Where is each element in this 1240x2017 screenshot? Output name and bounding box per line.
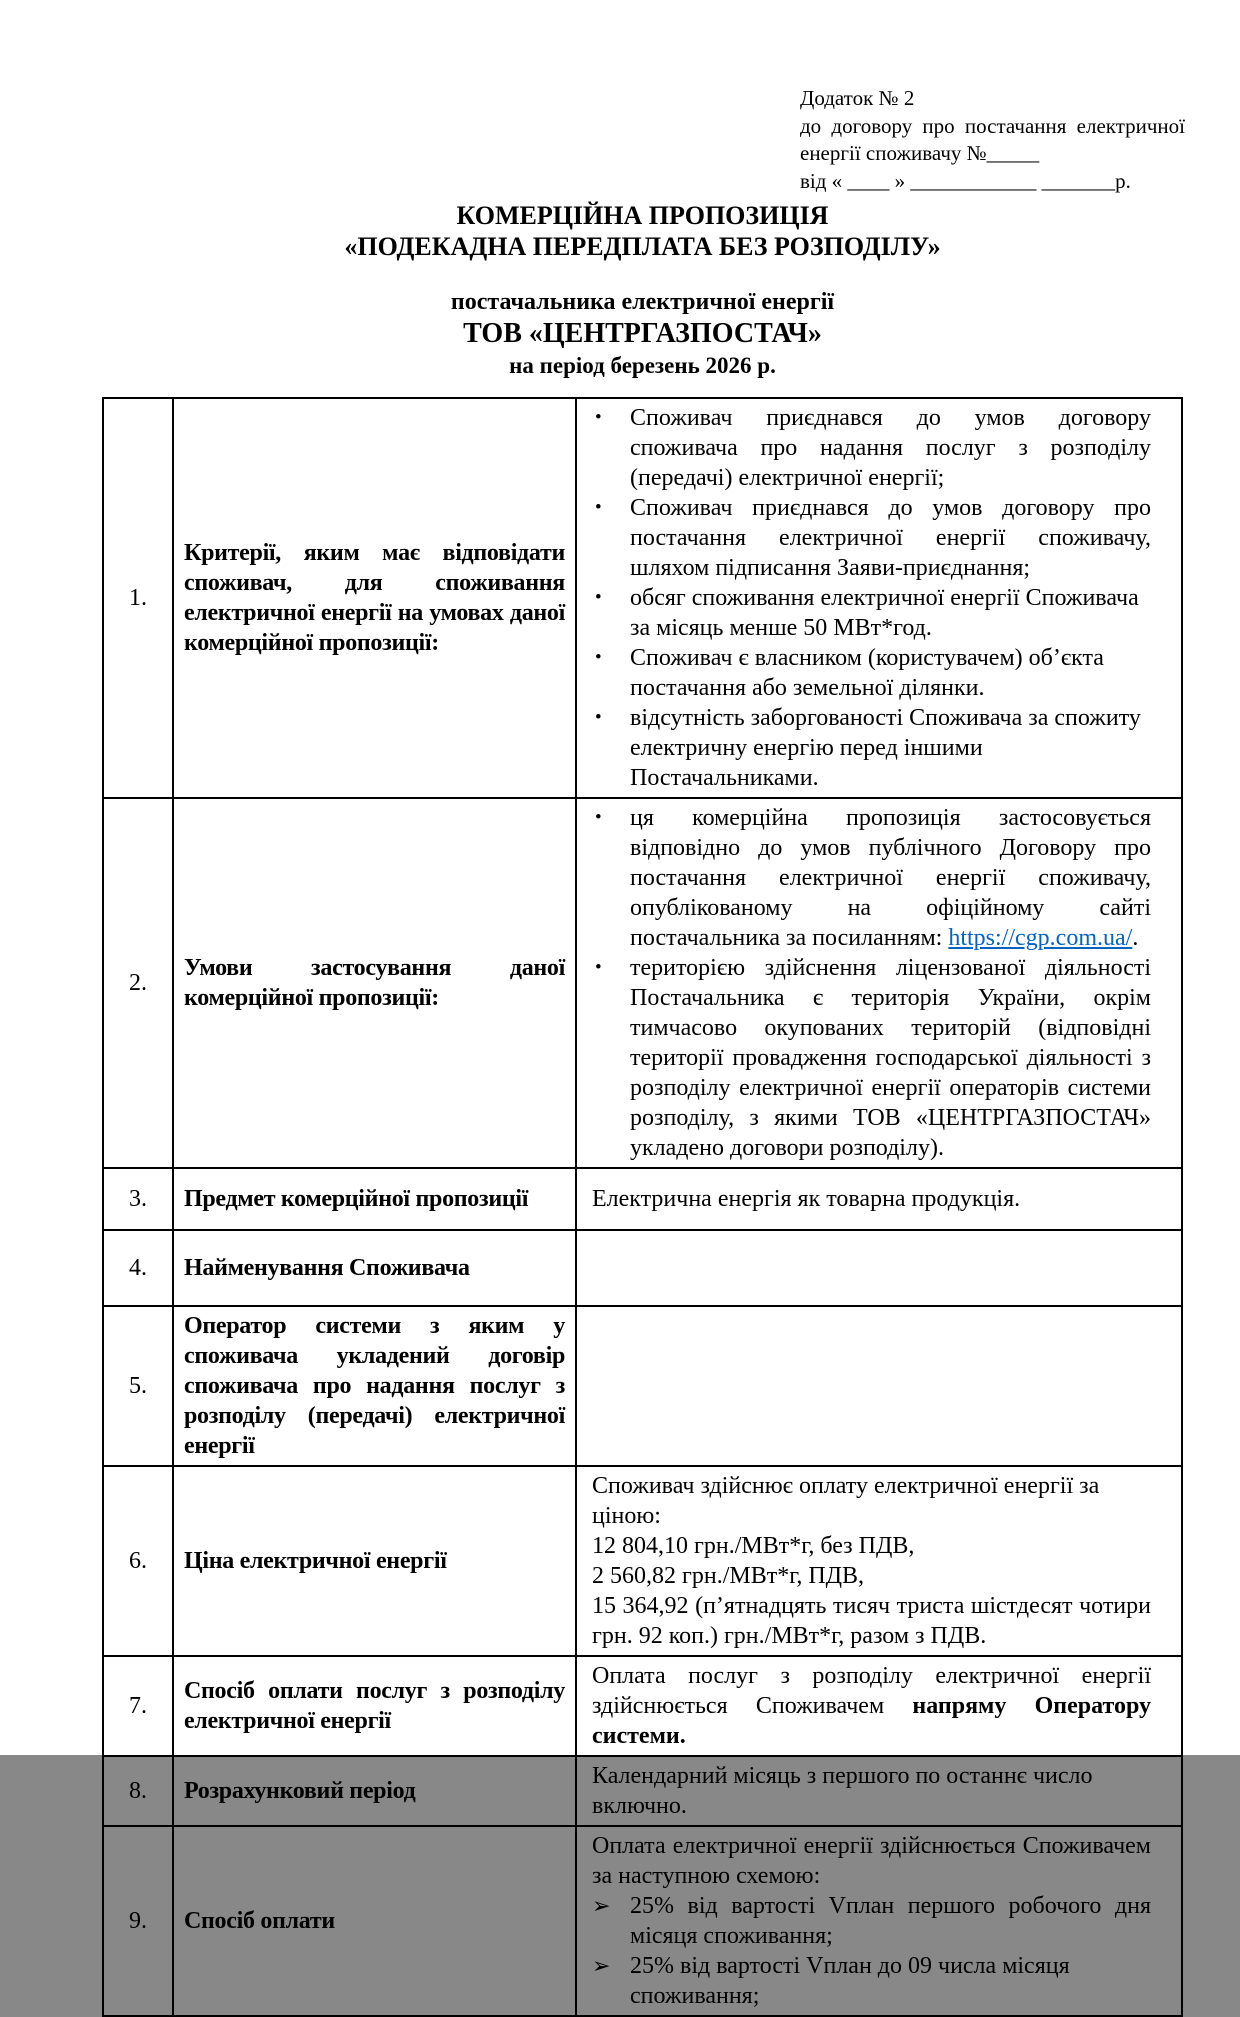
text-segment: Споживач здійснює оплату електричної енергії за ціною: [592,1473,1100,1529]
text-segment: Оплата послуг з розподілу електричної енергії здійснюється Споживачем [592,1663,1151,1719]
annex-line: до договору про постачання електричної [800,113,1185,138]
paragraph [592,1471,1151,1531]
bullet-icon: • [595,957,602,978]
text-segment: Споживач приєднався до умов договору про постачання електричної енергії споживачу, шляхом підписання Заяви-приєднання; [630,495,1151,581]
row-label: Спосіб оплати послуг з розподілу електричної енергії [173,1656,576,1756]
text-segment: відсутність заборгованості Споживача за спожиту електричну енергію перед іншими Постачальниками. [630,705,1141,791]
proposal-table [102,397,1183,2017]
table-row [103,1466,1182,1656]
row-content [576,798,1182,1168]
row-number: 8. [103,1756,173,1826]
row-content [576,1230,1182,1306]
text-segment: обсяг споживання електричної енергії Споживача за місяць менше 50 МВт*год. [630,585,1139,641]
paragraph [592,1831,1151,1891]
list-item-text [630,583,1151,643]
row-number: 6. [103,1466,173,1656]
annex-line: Додаток № 2 [800,86,915,110]
table-row [103,398,1182,798]
list-item [592,703,1151,793]
period-line: на період березень 2026 р. [509,353,776,378]
text-segment: територією здійснення ліцензованої діяльності Постачальника є територія України, окрім тимчасово окупованих територій (відповідні території провадження господарської діяльності з розподілу електричної енергії операторів системи розподілу, з якими ТОВ «ЦЕНТРГАЗПОСТАЧ» укладено договори розподілу). [630,955,1151,1161]
supplier-heading: постачальника електричної енергії [450,289,835,315]
bullet-icon: • [595,647,602,668]
bullet-icon: • [595,407,602,428]
supplier-name: ТОВ «ЦЕНТРГАЗПОСТАЧ» [463,318,822,349]
annex-header [800,85,1185,195]
proposal-table-body [103,398,1182,2016]
arrow-icon: ➢ [592,1953,611,1978]
arrow-icon: ➢ [592,1893,611,1918]
text-segment: ця комерційна пропозиція застосовується відповідно до умов публічного Договору про постачання електричної енергії споживачу, опублікованому на офіційному сайті постачальника за посиланням: [630,805,1151,951]
text-segment: Електрична енергія як товарна продукція. [592,1186,1021,1212]
paragraph [592,1761,1151,1821]
list-item-text [630,803,1151,953]
row-label: Умови застосування даної комерційної пропозиції: [173,798,576,1168]
row-content [576,1826,1182,2016]
text-segment: 25% від вартості Vплан першого робочого дня місяця споживання; [630,1893,1151,1949]
text-segment: . [1132,925,1139,951]
text-segment: Споживач приєднався до умов договору споживача про надання послуг з розподілу (передачі) електричної енергії; [630,405,1151,491]
paragraph [592,1591,1151,1651]
list-item-text [630,703,1151,793]
table-row [103,798,1182,1168]
row-label: Найменування Споживача [173,1230,576,1306]
row-number: 5. [103,1306,173,1466]
table-row [103,1826,1182,2016]
table-row [103,1656,1182,1756]
annex-line: енергії споживачу №_____ [800,141,1040,165]
paragraph [592,1661,1151,1751]
list-item [592,403,1151,493]
list-item [592,803,1151,953]
list-item-text [630,403,1151,493]
row-number: 1. [103,398,173,798]
text-segment: Споживач є власником (користувачем) об’єкта постачання або земельної ділянки. [630,645,1104,701]
row-label: Спосіб оплати [173,1826,576,2016]
title-block [102,200,1183,380]
row-content [576,1656,1182,1756]
table-row [103,1168,1182,1230]
row-number: 4. [103,1230,173,1306]
table-row [103,1306,1182,1466]
annex-line: від « ____ » ____________ _______р. [800,168,1131,193]
row-label: Предмет комерційної пропозиції [173,1168,576,1230]
list-item [592,583,1151,643]
paragraph [592,1561,1151,1591]
list-item-text [630,1891,1151,1951]
row-number: 3. [103,1168,173,1230]
text-segment: 15 364,92 (п’ятнадцять тисяч триста шістдесят чотири грн. 92 коп.) грн./МВт*г, разом з ПДВ. [592,1593,1151,1649]
row-label: Розрахунковий період [173,1756,576,1826]
bold-text: напряму Оператору системи. [592,1693,1151,1749]
text-segment: 12 804,10 грн./МВт*г, без ПДВ, [592,1533,915,1559]
bullet-icon: • [595,587,602,608]
row-content [576,398,1182,798]
row-content [576,1168,1182,1230]
supplier-website-link[interactable]: https://cgp.com.ua/ [948,925,1133,951]
row-number: 9. [103,1826,173,2016]
row-label: Критерії, яким має відповідати споживач, для споживання електричної енергії на умовах даної комерційної пропозиції: [173,398,576,798]
row-label: Ціна електричної енергії [173,1466,576,1656]
list-item [592,643,1151,703]
list-item-text [630,953,1151,1163]
row-number: 2. [103,798,173,1168]
row-number: 7. [103,1656,173,1756]
list-item-text [630,643,1151,703]
offer-name: «ПОДЕКАДНА ПЕРЕДПЛАТА БЕЗ РОЗПОДІЛУ» [344,232,941,261]
list-item [592,1951,1151,2011]
text-segment: 2 560,82 грн./МВт*г, ПДВ, [592,1563,865,1589]
list-item [592,1891,1151,1951]
bullet-icon: • [595,707,602,728]
list-item [592,493,1151,583]
text-segment: 25% від вартості Vплан до 09 числа місяця споживання; [630,1953,1070,2009]
list-item-text [630,1951,1151,2011]
text-segment: Оплата електричної енергії здійснюється Споживачем за наступною схемою: [592,1833,1151,1889]
table-row [103,1756,1182,1826]
paragraph [592,1531,1151,1561]
list-item [592,953,1151,1163]
table-row [103,1230,1182,1306]
row-content [576,1466,1182,1656]
text-segment: Календарний місяць з першого по останнє число включно. [592,1763,1093,1819]
row-content [576,1756,1182,1826]
paragraph [592,1184,1151,1214]
list-item-text [630,493,1151,583]
row-content [576,1306,1182,1466]
doc-title: КОМЕРЦІЙНА ПРОПОЗИЦІЯ [456,201,829,230]
bullet-icon: • [595,807,602,828]
bullet-icon: • [595,497,602,518]
row-label: Оператор системи з яким у споживача укладений договір споживача про надання послуг з розподілу (передачі) електричної енергії [173,1306,576,1466]
